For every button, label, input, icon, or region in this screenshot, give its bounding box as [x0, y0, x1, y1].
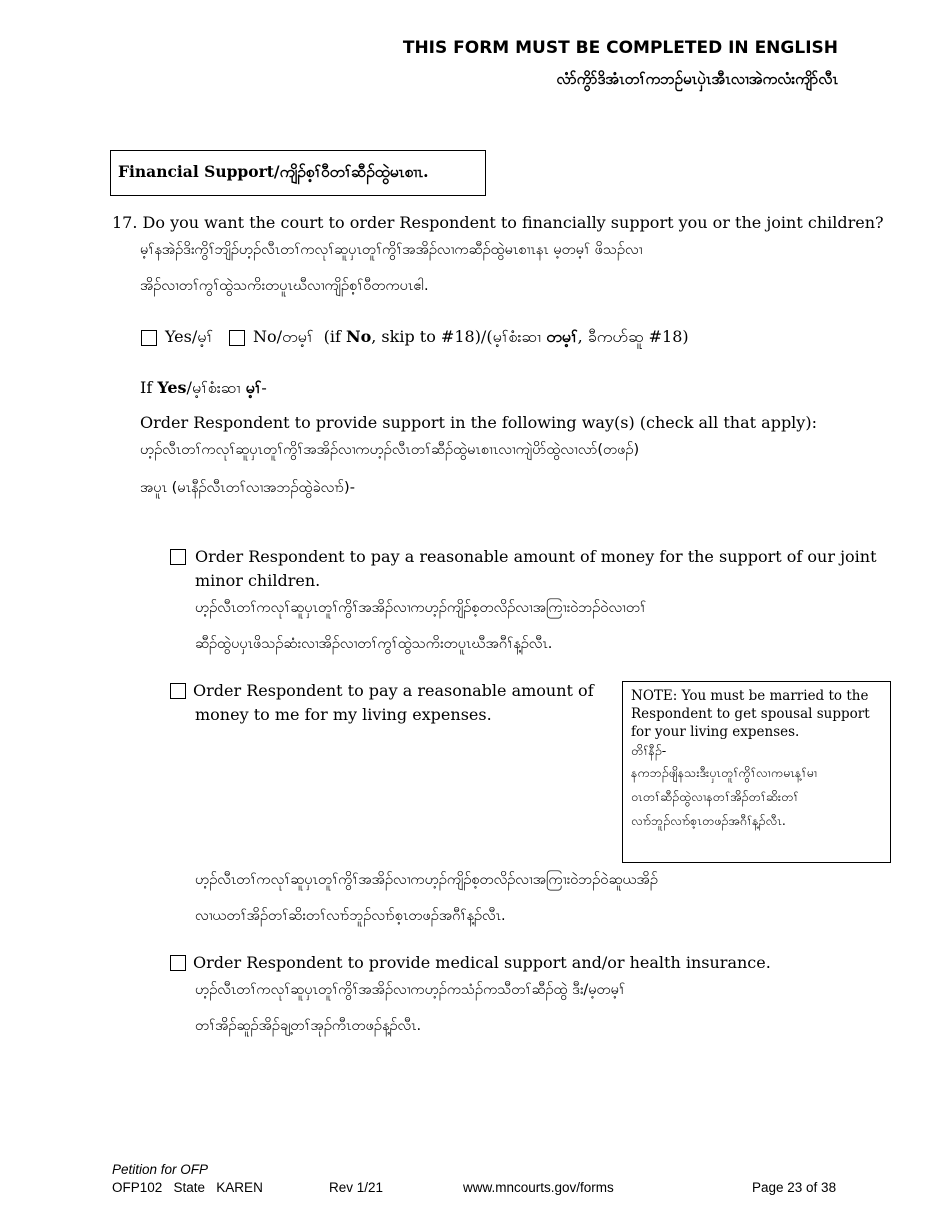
q17-text-karen-2: အိၣ်လၢတၢ်ကွၢ်ထွဲသကိးတပူၤဃီလၢကျိၣ်စ့ၢ်ဝီတကပၤဧါ.	[140, 278, 429, 294]
note-text-english: NOTE: You must be married to the Respondent to get spousal support for your living expenses.	[631, 688, 870, 740]
q17-yes-label: Yes/မ့ၢ်	[165, 327, 214, 346]
header-karen-notice: လံာ်ကွိာ်ဒိအံၤတၢ်ကဘဉ်မၤပှဲၤအီၤလၢအဲကလံးကျိာ်လီၤ	[556, 70, 838, 88]
spousal-support-checkbox[interactable]	[170, 683, 186, 699]
q17-yes-checkbox[interactable]	[141, 330, 157, 346]
note-text-karen-1: တိၢ်နီၣ်-	[631, 743, 667, 758]
footer-url[interactable]: www.mncourts.gov/forms	[463, 1180, 614, 1195]
order-intro-karen-2: အပူၤ (မၤနီၣ်လီၤတၢ်လၢအဘၣ်ထွဲခဲလၢာ်)-	[140, 480, 355, 496]
child-support-checkbox[interactable]	[170, 549, 186, 565]
spousal-support-text-english-2: money to me for my living expenses.	[195, 705, 492, 724]
child-support-text-karen-1: ဟ့ၣ်လီၤတၢ်ကလုၢ်ဆူပှၤတူၢ်ကွိၢ်အအိၣ်လၢကဟ့ၣ်ကျိၣ်စ့တလိၣ်လၢအကြၢးဝဲဘၣ်ဝဲလၢတၢ်	[195, 600, 647, 616]
q17-text-karen-1: မ့ၢ်နအဲၣ်ဒိးကွိၢ်ဘျိၣ်ဟ့ၣ်လီၤတၢ်ကလုၢ်ဆူပှၤတူၢ်ကွိၢ်အအိၣ်လၢကဆီၣ်ထွဲမၤစၢၤနၤ မ့တမ့ၢ် ဖိသၣ်လၢ	[140, 242, 643, 258]
medical-support-text-english: Order Respondent to provide medical support and/or health insurance.	[193, 953, 771, 972]
medical-support-text-karen-1: ဟ့ၣ်လီၤတၢ်ကလုၢ်ဆူပှၤတူၢ်ကွိၢ်အအိၣ်လၢကဟ့ၣ်ကသံၣ်ကသီတၢ်ဆီၣ်ထွဲ ဒီး/မ့တမ့ၢ်	[195, 982, 625, 998]
if-yes-heading: If Yes/မ့ၢ်စံးဆၢ မ့ၢ်-	[140, 378, 267, 397]
note-text-karen-2: နကဘၣ်ဖျိနသးဒီးပှၤတူၢ်ကွိၢ်လၢကမၤန့ၢ်မၢ	[631, 765, 818, 780]
spousal-support-text-karen-2: လၢယတၢ်အိၣ်တၢ်ဆိးတၢ်လၢာ်ဘူၣ်လၢာ်စ့ၤတဖၣ်အဂီၢ်န့ၣ်လီၤ.	[195, 908, 506, 924]
footer-form-name: Petition for OFP	[112, 1162, 209, 1177]
footer-form-code: OFP102 State KAREN	[112, 1180, 263, 1195]
note-text-karen-3: ဝၤတၢ်ဆီၣ်ထွဲလၢနတၢ်အိၣ်တၢ်ဆိးတၢ်	[631, 789, 799, 804]
note-text-karen-4: လၢာ်ဘူၣ်လၢာ်စ့ၤတဖၣ်အဂီၢ်န့ၣ်လီၤ.	[631, 813, 786, 828]
q17-text-english: 17. Do you want the court to order Respondent to financially support you or the joint children?	[112, 213, 884, 232]
child-support-text-english-1: Order Respondent to pay a reasonable amount of money for the support of our joint	[195, 547, 877, 566]
footer-revision: Rev 1/21	[329, 1180, 384, 1195]
section-title-financial-support: Financial Support/ကျိၣ်စ့ၢ်ဝီတၢ်ဆီၣ်ထွဲမၤစၢၤ.	[110, 150, 486, 196]
header-english-notice: THIS FORM MUST BE COMPLETED IN ENGLISH	[402, 38, 838, 58]
medical-support-checkbox[interactable]	[170, 955, 186, 971]
order-intro-english: Order Respondent to provide support in the following way(s) (check all that apply):	[140, 413, 817, 432]
spousal-support-text-english-1: Order Respondent to pay a reasonable amount of	[193, 681, 594, 700]
spousal-support-text-karen-1: ဟ့ၣ်လီၤတၢ်ကလုၢ်ဆူပှၤတူၢ်ကွိၢ်အအိၣ်လၢကဟ့ၣ်ကျိၣ်စ့တလိၣ်လၢအကြၢးဝဲဘၣ်ဝဲဆူယအိၣ်	[195, 872, 658, 888]
spousal-support-note-box	[622, 681, 891, 863]
child-support-text-karen-2: ဆီၣ်ထွဲပပှၤဖိသၣ်ဆံးလၢအိၣ်လၢတၢ်ကွၢ်ထွဲသကိးတပူၤဃီအဂီၢ်န့ၣ်လီၤ.	[195, 636, 553, 652]
footer-page-number: Page 23 of 38	[752, 1180, 837, 1195]
order-intro-karen-1: ဟ့ၣ်လီၤတၢ်ကလုၢ်ဆူပှၤတူၢ်ကွိၢ်အအိၣ်လၢကဟ့ၣ်လီၤတၢ်ဆီၣ်ထွဲမၤစၢၤလၢကျဲပိာ်ထွဲလၢလာ်(တဖၣ်)	[140, 442, 640, 458]
medical-support-text-karen-2: တၢ်အိၣ်ဆူၣ်အိၣ်ချ့တၢ်အုၣ်ကီၤတဖၣ်န့ၣ်လီၤ.	[195, 1018, 422, 1034]
q17-no-label: No/တမ့ၢ် (if No, skip to #18)/(မ့ၢ်စံးဆၢ တမ့ၢ်, ခီကဟ်ဆူ #18)	[253, 327, 689, 346]
q17-no-checkbox[interactable]	[229, 330, 245, 346]
child-support-text-english-2: minor children.	[195, 571, 321, 590]
